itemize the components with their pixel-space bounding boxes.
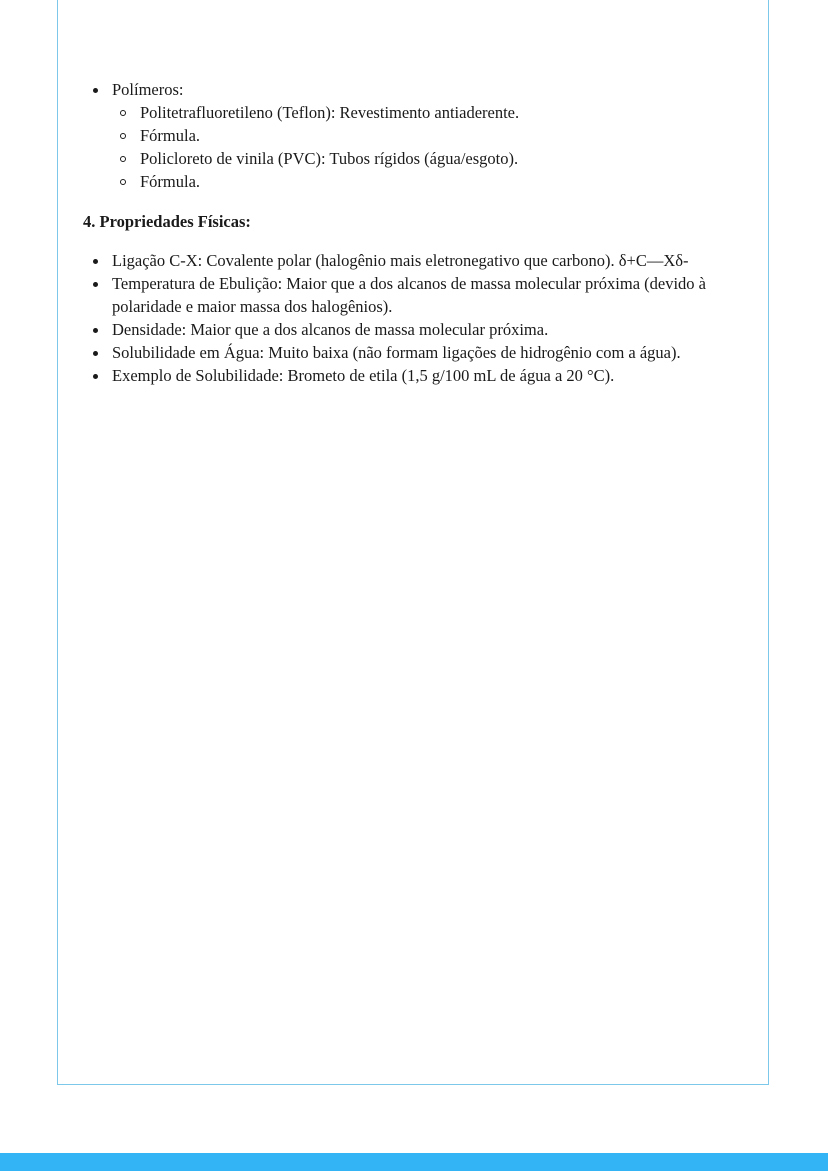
document-content xyxy=(83,78,753,387)
list-item: Politetrafluoretileno (Teflon): Revestimento antiaderente. xyxy=(112,101,753,124)
polymers-label: Polímeros: xyxy=(112,80,184,99)
polymers-list xyxy=(83,78,753,193)
list-item: Fórmula. xyxy=(112,124,753,147)
bottom-bar xyxy=(0,1153,828,1171)
list-item: Policloreto de vinila (PVC): Tubos rígidos (água/esgoto). xyxy=(112,147,753,170)
polymers-sublist xyxy=(112,101,753,193)
list-item-polymers xyxy=(83,78,753,193)
list-item: Exemplo de Solubilidade: Brometo de etila (1,5 g/100 mL de água a 20 °C). xyxy=(83,364,753,387)
list-item: Ligação C-X: Covalente polar (halogênio mais eletronegativo que carbono). δ+C—Xδ- xyxy=(83,249,753,272)
physical-properties-list xyxy=(83,249,753,387)
section-heading: 4. Propriedades Físicas: xyxy=(83,212,251,231)
list-item: Densidade: Maior que a dos alcanos de massa molecular próxima. xyxy=(83,318,753,341)
list-item: Fórmula. xyxy=(112,170,753,193)
list-item: Solubilidade em Água: Muito baixa (não formam ligações de hidrogênio com a água). xyxy=(83,341,753,364)
list-item: Temperatura de Ebulição: Maior que a dos alcanos de massa molecular próxima (devido à polaridade e maior massa dos halogênios). xyxy=(83,272,753,318)
